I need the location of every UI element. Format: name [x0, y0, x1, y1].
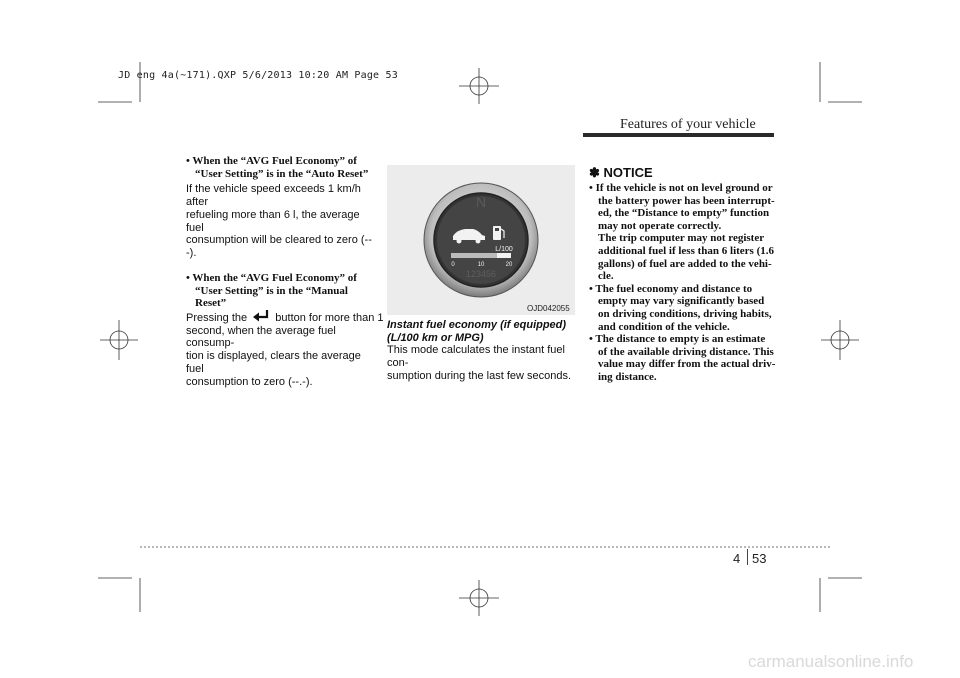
notice-line: • The fuel economy and distance to: [589, 282, 753, 295]
gauge-unit: L/100: [495, 246, 513, 253]
gauge-tick: 10: [477, 262, 485, 268]
item2-body-pre: Pressing the: [186, 311, 248, 324]
notice-box: [589, 165, 779, 384]
item2-body-first-line: [186, 310, 384, 325]
item2-body-line: consumption to zero (--.-).: [186, 375, 313, 388]
notice-line: The trip computer may not register: [598, 232, 765, 245]
watermark[interactable]: carmanualsonline.info: [748, 652, 914, 671]
notice-line: empty may vary significantly based: [598, 295, 765, 308]
fuel-gauge-illustration: [387, 165, 575, 315]
item1-body-line: refueling more than 6 l, the average fuel: [186, 208, 360, 234]
image-code: OJD042055: [527, 304, 570, 313]
notice-symbol: ✽: [589, 165, 600, 180]
caption-title-line2: (L/100 km or MPG): [387, 331, 484, 344]
caption-body-line: sumption during the last few seconds.: [387, 369, 572, 382]
notice-line: gallons) of fuel are added to the vehi-: [598, 257, 772, 270]
item1-heading-line1: • When the “AVG Fuel Economy” of: [186, 155, 357, 167]
left-column: [186, 155, 384, 389]
item1-heading-line2: “User Setting” is in the “Auto Reset”: [195, 167, 369, 180]
item2-heading-line1: • When the “AVG Fuel Economy” of: [186, 271, 357, 284]
chapter-number: 4: [733, 551, 741, 566]
caption-title-line1: Instant fuel economy (if equipped): [387, 319, 567, 331]
gauge-tick: 20: [505, 262, 513, 268]
item2-body-post: button for more than 1: [275, 311, 384, 324]
gauge-top-letter: N: [475, 194, 487, 210]
notice-line: may not operate correctly.: [598, 219, 722, 232]
notice-line: • The distance to empty is an estimate: [589, 333, 766, 346]
notice-heading: [589, 165, 779, 181]
notice-line: additional fuel if less than 6 liters (1.6: [598, 244, 775, 257]
gauge-bottom-text: 123456: [465, 269, 497, 279]
notice-title: NOTICE: [603, 165, 653, 180]
notice-line: value may differ from the actual driv-: [598, 358, 776, 371]
caption-body-line: This mode calculates the instant fuel con-: [387, 344, 565, 369]
notice-line: of the available driving distance. This: [598, 345, 774, 358]
notice-line: • If the vehicle is not on level ground or: [589, 182, 773, 194]
notice-line: the battery power has been interrupt-: [598, 194, 775, 207]
item2-body-line: tion is displayed, clears the average fuel: [186, 350, 361, 375]
print-slug: JD eng 4a(~171).QXP 5/6/2013 10:20 AM Page 53: [118, 70, 398, 81]
item1-body-line: consumption will be cleared to zero (---).: [186, 234, 372, 260]
notice-items: [589, 182, 779, 384]
notice-line: ing distance.: [598, 370, 657, 383]
notice-line: and condition of the vehicle.: [598, 320, 730, 333]
middle-caption: [387, 319, 577, 383]
notice-line: cle.: [598, 270, 614, 283]
gauge-bar-fill: [451, 253, 497, 258]
page-number-divider: [747, 549, 748, 565]
notice-line: on driving conditions, driving habits,: [598, 307, 772, 320]
section-title: Features of your vehicle: [620, 117, 756, 132]
gauge-tick: 0: [451, 262, 455, 268]
item2-body-line: second, when the average fuel consump-: [186, 324, 336, 350]
header-rule: [583, 133, 774, 137]
enter-arrow-icon: [250, 310, 272, 322]
item1-body-line: If the vehicle speed exceeds 1 km/h after: [186, 183, 361, 208]
item2-heading-line2: “User Setting” is in the “Manual Reset”: [195, 284, 348, 310]
gauge-figure: [387, 165, 575, 315]
notice-line: ed, the “Distance to empty” function: [598, 207, 770, 220]
page-number: 53: [752, 551, 767, 566]
